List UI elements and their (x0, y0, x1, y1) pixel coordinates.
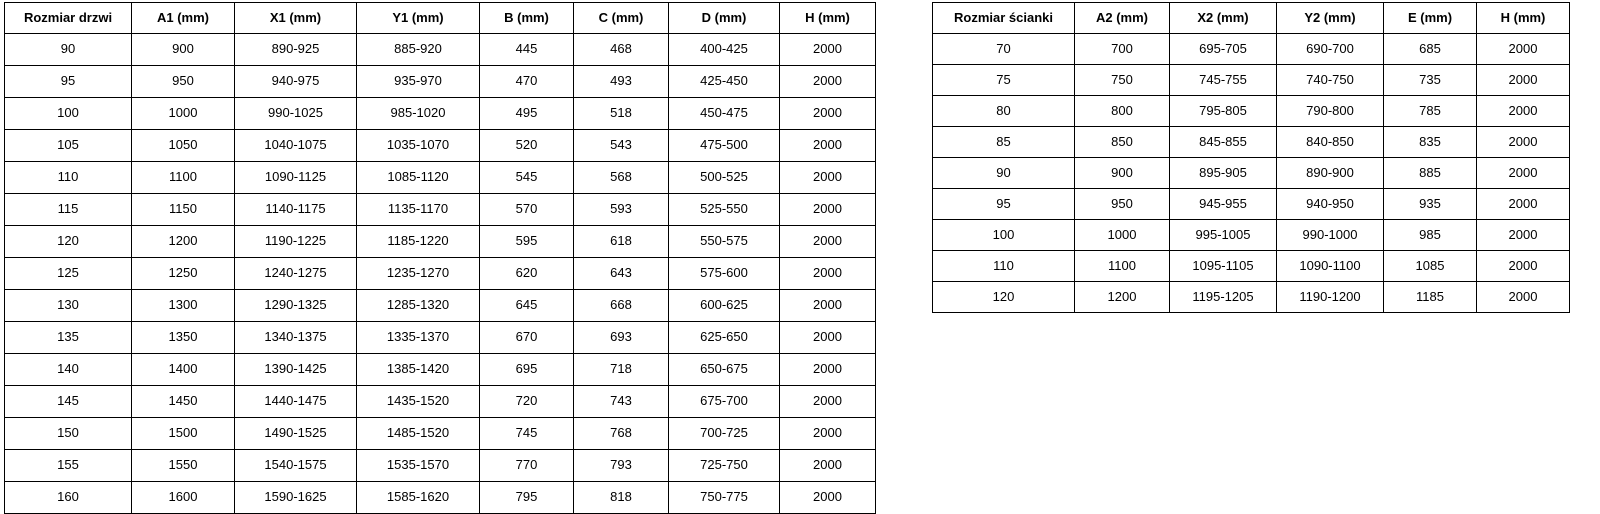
table-cell: 90 (5, 34, 132, 66)
table-cell: 85 (933, 127, 1075, 158)
column-header: Rozmiar ścianki (933, 3, 1075, 34)
table-cell: 985-1020 (357, 98, 480, 130)
table-cell: 125 (5, 258, 132, 290)
table-cell: 618 (574, 226, 669, 258)
table-cell: 1190-1225 (235, 226, 357, 258)
table-cell: 100 (5, 98, 132, 130)
table-cell: 1095-1105 (1170, 251, 1277, 282)
table-cell: 840-850 (1277, 127, 1384, 158)
table-row (5, 450, 876, 482)
table-cell: 1450 (132, 386, 235, 418)
table-cell: 1200 (132, 226, 235, 258)
table-row (5, 130, 876, 162)
table-cell: 450-475 (669, 98, 780, 130)
table-cell: 600-625 (669, 290, 780, 322)
table-cell: 1140-1175 (235, 194, 357, 226)
table-cell: 1385-1420 (357, 354, 480, 386)
column-header: X1 (mm) (235, 3, 357, 34)
table-cell: 1535-1570 (357, 450, 480, 482)
table-cell: 1440-1475 (235, 386, 357, 418)
column-header: Rozmiar drzwi (5, 3, 132, 34)
table-cell: 2000 (1477, 158, 1570, 189)
table-cell: 2000 (780, 130, 876, 162)
table-cell: 155 (5, 450, 132, 482)
table-cell: 650-675 (669, 354, 780, 386)
table-cell: 895-905 (1170, 158, 1277, 189)
column-header: D (mm) (669, 3, 780, 34)
table-cell: 670 (480, 322, 574, 354)
table-cell: 890-900 (1277, 158, 1384, 189)
table-cell: 2000 (1477, 282, 1570, 313)
table-cell: 135 (5, 322, 132, 354)
table-cell: 100 (933, 220, 1075, 251)
table-cell: 1100 (132, 162, 235, 194)
table-cell: 2000 (780, 258, 876, 290)
table-cell: 1590-1625 (235, 482, 357, 514)
table-row (933, 96, 1570, 127)
table-cell: 2000 (1477, 251, 1570, 282)
table-cell: 835 (1384, 127, 1477, 158)
table-row (5, 354, 876, 386)
table-cell: 2000 (1477, 96, 1570, 127)
table-cell: 620 (480, 258, 574, 290)
table-cell: 400-425 (669, 34, 780, 66)
table-cell: 795 (480, 482, 574, 514)
table-cell: 110 (5, 162, 132, 194)
table-cell: 643 (574, 258, 669, 290)
table-cell: 1195-1205 (1170, 282, 1277, 313)
table-cell: 768 (574, 418, 669, 450)
column-header: A2 (mm) (1075, 3, 1170, 34)
table-cell: 2000 (780, 98, 876, 130)
table-cell: 575-600 (669, 258, 780, 290)
table-cell: 750 (1075, 65, 1170, 96)
table-cell: 1290-1325 (235, 290, 357, 322)
table-row (933, 158, 1570, 189)
table-cell: 2000 (780, 418, 876, 450)
table-row (5, 194, 876, 226)
table-cell: 1185-1220 (357, 226, 480, 258)
table-cell: 990-1000 (1277, 220, 1384, 251)
table-cell: 90 (933, 158, 1075, 189)
table-row (933, 34, 1570, 65)
table-cell: 545 (480, 162, 574, 194)
table-cell: 1200 (1075, 282, 1170, 313)
table-cell: 550-575 (669, 226, 780, 258)
table-cell: 770 (480, 450, 574, 482)
table-row (5, 418, 876, 450)
table-cell: 495 (480, 98, 574, 130)
table-row (933, 220, 1570, 251)
table-cell: 115 (5, 194, 132, 226)
table-cell: 1300 (132, 290, 235, 322)
column-header: E (mm) (1384, 3, 1477, 34)
table-cell: 120 (933, 282, 1075, 313)
table-cell: 1150 (132, 194, 235, 226)
table-cell: 1390-1425 (235, 354, 357, 386)
table-row (5, 258, 876, 290)
table-cell: 1185 (1384, 282, 1477, 313)
table-cell: 2000 (780, 322, 876, 354)
table-cell: 1540-1575 (235, 450, 357, 482)
table-cell: 645 (480, 290, 574, 322)
table-cell: 1285-1320 (357, 290, 480, 322)
table-cell: 2000 (1477, 34, 1570, 65)
table-cell: 1250 (132, 258, 235, 290)
table-cell: 695 (480, 354, 574, 386)
table-row (5, 66, 876, 98)
table-cell: 120 (5, 226, 132, 258)
table-cell: 845-855 (1170, 127, 1277, 158)
table-cell: 668 (574, 290, 669, 322)
table-cell: 950 (132, 66, 235, 98)
table-cell: 1000 (132, 98, 235, 130)
table-cell: 2000 (780, 354, 876, 386)
table-cell: 1435-1520 (357, 386, 480, 418)
table-row (5, 98, 876, 130)
table-cell: 790-800 (1277, 96, 1384, 127)
table-cell: 468 (574, 34, 669, 66)
table-row (933, 65, 1570, 96)
table-cell: 425-450 (669, 66, 780, 98)
column-header: Y1 (mm) (357, 3, 480, 34)
wall-size-table-container (932, 2, 1570, 313)
table-cell: 793 (574, 450, 669, 482)
table-cell: 745 (480, 418, 574, 450)
table-row (933, 127, 1570, 158)
table-cell: 1485-1520 (357, 418, 480, 450)
table-cell: 520 (480, 130, 574, 162)
table-cell: 685 (1384, 34, 1477, 65)
table-cell: 1090-1100 (1277, 251, 1384, 282)
table-row (5, 290, 876, 322)
table-row (933, 282, 1570, 313)
table-cell: 1350 (132, 322, 235, 354)
table-cell: 95 (5, 66, 132, 98)
table-cell: 693 (574, 322, 669, 354)
table-cell: 940-950 (1277, 189, 1384, 220)
table-cell: 500-525 (669, 162, 780, 194)
table-cell: 1500 (132, 418, 235, 450)
table-cell: 475-500 (669, 130, 780, 162)
table-cell: 1490-1525 (235, 418, 357, 450)
table-cell: 95 (933, 189, 1075, 220)
table-row (5, 322, 876, 354)
table-cell: 950 (1075, 189, 1170, 220)
table-cell: 1190-1200 (1277, 282, 1384, 313)
table-cell: 2000 (780, 226, 876, 258)
table-cell: 110 (933, 251, 1075, 282)
table-cell: 2000 (780, 482, 876, 514)
table-cell: 445 (480, 34, 574, 66)
table-cell: 2000 (780, 162, 876, 194)
table-cell: 740-750 (1277, 65, 1384, 96)
table-cell: 735 (1384, 65, 1477, 96)
column-header: Y2 (mm) (1277, 3, 1384, 34)
table-cell: 1085-1120 (357, 162, 480, 194)
table-cell: 160 (5, 482, 132, 514)
table-cell: 2000 (780, 66, 876, 98)
table-cell: 1335-1370 (357, 322, 480, 354)
table-row (933, 189, 1570, 220)
table-cell: 725-750 (669, 450, 780, 482)
table-cell: 785 (1384, 96, 1477, 127)
table-cell: 1600 (132, 482, 235, 514)
table-cell: 1550 (132, 450, 235, 482)
table-cell: 105 (5, 130, 132, 162)
table-cell: 2000 (1477, 127, 1570, 158)
table-cell: 1135-1170 (357, 194, 480, 226)
table-cell: 890-925 (235, 34, 357, 66)
column-header: A1 (mm) (132, 3, 235, 34)
table-cell: 718 (574, 354, 669, 386)
table-cell: 940-975 (235, 66, 357, 98)
table-cell: 2000 (1477, 65, 1570, 96)
table-cell: 543 (574, 130, 669, 162)
table-cell: 1090-1125 (235, 162, 357, 194)
column-header: B (mm) (480, 3, 574, 34)
table-cell: 595 (480, 226, 574, 258)
table-cell: 985 (1384, 220, 1477, 251)
table-cell: 150 (5, 418, 132, 450)
table-cell: 2000 (780, 290, 876, 322)
table-cell: 140 (5, 354, 132, 386)
table-cell: 945-955 (1170, 189, 1277, 220)
table-cell: 518 (574, 98, 669, 130)
table-cell: 1050 (132, 130, 235, 162)
table-cell: 2000 (1477, 220, 1570, 251)
table-cell: 800 (1075, 96, 1170, 127)
table-cell: 525-550 (669, 194, 780, 226)
table-row (933, 251, 1570, 282)
wall-size-table (932, 2, 1570, 313)
table-cell: 570 (480, 194, 574, 226)
table-row (5, 162, 876, 194)
table-cell: 1585-1620 (357, 482, 480, 514)
table-cell: 795-805 (1170, 96, 1277, 127)
table-cell: 1340-1375 (235, 322, 357, 354)
table-cell: 935-970 (357, 66, 480, 98)
table-cell: 695-705 (1170, 34, 1277, 65)
table-cell: 625-650 (669, 322, 780, 354)
table-row (5, 226, 876, 258)
column-header: H (mm) (780, 3, 876, 34)
table-cell: 1040-1075 (235, 130, 357, 162)
table-cell: 1235-1270 (357, 258, 480, 290)
table-cell: 990-1025 (235, 98, 357, 130)
column-header: C (mm) (574, 3, 669, 34)
table-cell: 1100 (1075, 251, 1170, 282)
table-header-row (5, 3, 876, 34)
table-cell: 935 (1384, 189, 1477, 220)
table-cell: 750-775 (669, 482, 780, 514)
table-cell: 675-700 (669, 386, 780, 418)
table-cell: 568 (574, 162, 669, 194)
table-cell: 130 (5, 290, 132, 322)
table-cell: 470 (480, 66, 574, 98)
table-row (5, 386, 876, 418)
table-cell: 700-725 (669, 418, 780, 450)
table-row (5, 34, 876, 66)
table-cell: 593 (574, 194, 669, 226)
table-cell: 818 (574, 482, 669, 514)
table-cell: 850 (1075, 127, 1170, 158)
column-header: X2 (mm) (1170, 3, 1277, 34)
table-cell: 493 (574, 66, 669, 98)
column-header: H (mm) (1477, 3, 1570, 34)
table-cell: 900 (1075, 158, 1170, 189)
table-cell: 900 (132, 34, 235, 66)
table-cell: 743 (574, 386, 669, 418)
table-cell: 145 (5, 386, 132, 418)
table-header-row (933, 3, 1570, 34)
table-cell: 1085 (1384, 251, 1477, 282)
table-cell: 70 (933, 34, 1075, 65)
table-cell: 2000 (780, 386, 876, 418)
table-cell: 885 (1384, 158, 1477, 189)
table-cell: 995-1005 (1170, 220, 1277, 251)
table-cell: 2000 (780, 34, 876, 66)
table-cell: 885-920 (357, 34, 480, 66)
table-cell: 1035-1070 (357, 130, 480, 162)
table-cell: 1240-1275 (235, 258, 357, 290)
table-cell: 690-700 (1277, 34, 1384, 65)
table-row (5, 482, 876, 514)
table-cell: 1000 (1075, 220, 1170, 251)
table-cell: 745-755 (1170, 65, 1277, 96)
table-cell: 2000 (1477, 189, 1570, 220)
door-size-table (4, 2, 876, 514)
table-cell: 75 (933, 65, 1075, 96)
table-cell: 700 (1075, 34, 1170, 65)
table-cell: 1400 (132, 354, 235, 386)
door-size-table-container (4, 2, 876, 514)
table-cell: 2000 (780, 194, 876, 226)
table-cell: 720 (480, 386, 574, 418)
table-cell: 80 (933, 96, 1075, 127)
table-cell: 2000 (780, 450, 876, 482)
